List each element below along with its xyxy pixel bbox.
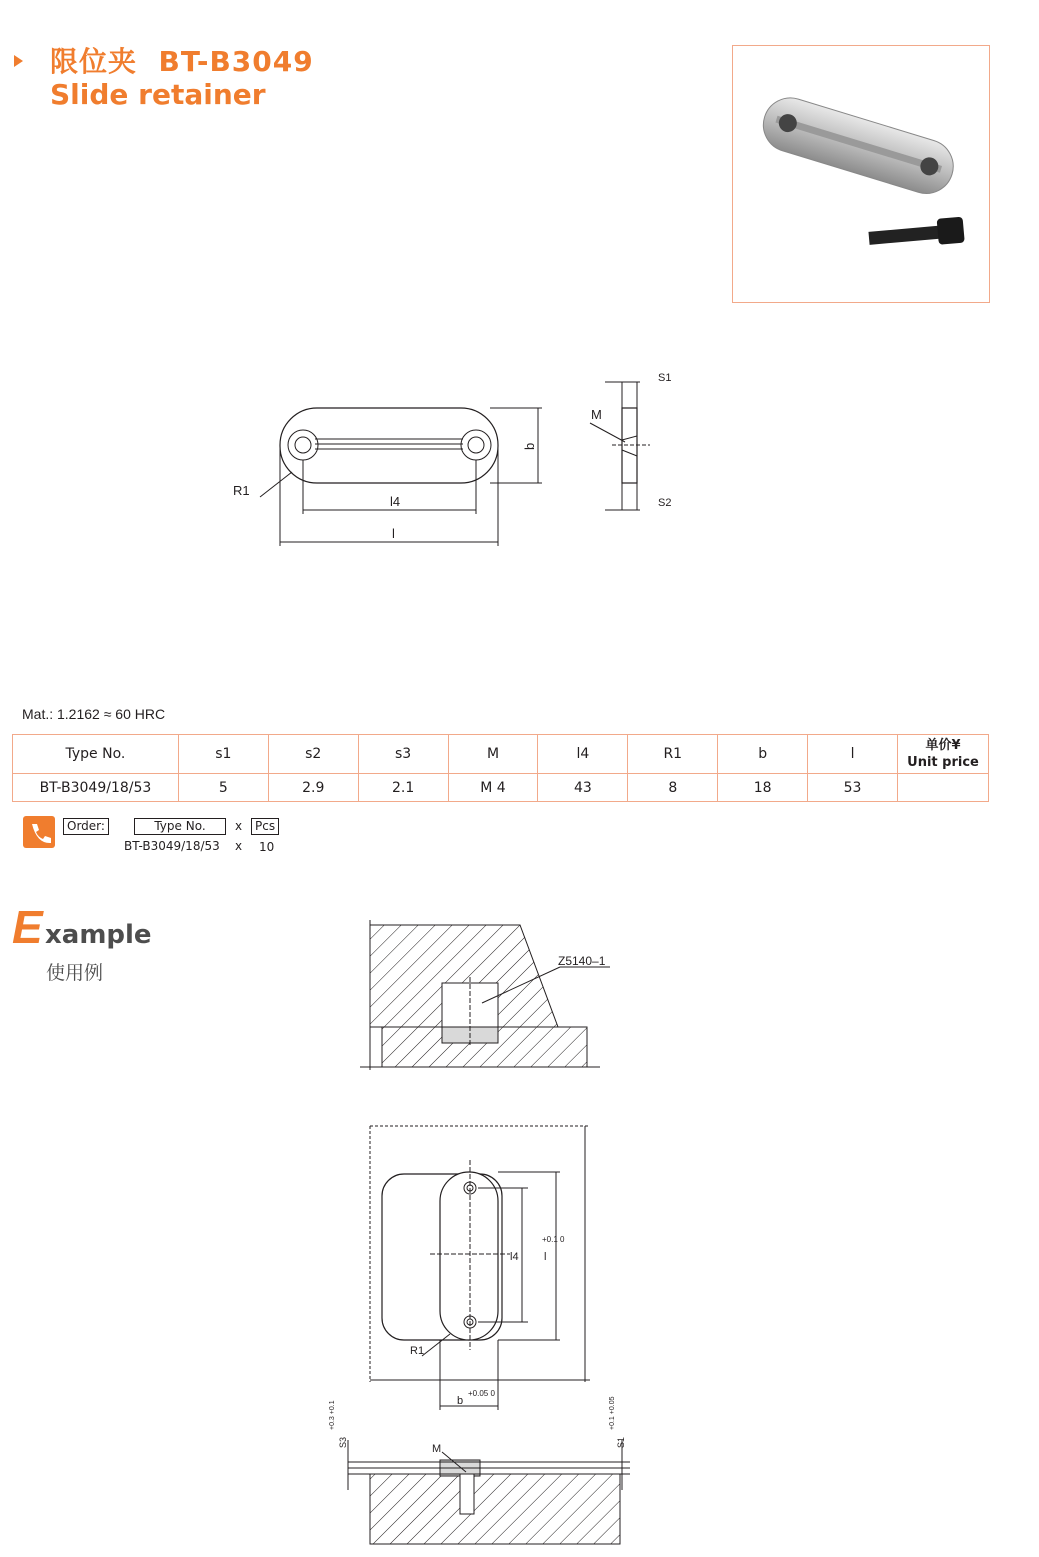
order-x: x — [235, 819, 243, 833]
ex-label-b: b — [457, 1395, 464, 1407]
label-l: l — [392, 526, 395, 541]
title-arrow-icon — [14, 55, 23, 67]
header-type: Type No. — [13, 735, 179, 774]
price-header-en: Unit price — [907, 755, 979, 770]
ex-label-s3: S3 — [338, 1436, 348, 1448]
ex-label-R1: R1 — [410, 1345, 425, 1357]
title-cn: 限位夹 — [50, 45, 138, 78]
cell-type: BT-B3049/18/53 — [13, 774, 179, 802]
header-b: b — [718, 735, 808, 774]
example-initial: E — [12, 901, 43, 953]
retainer-in-slot — [440, 1172, 498, 1340]
model-number: BT-B3049 — [158, 45, 314, 78]
cell-l: 53 — [808, 774, 898, 802]
phone-order-icon — [23, 816, 55, 848]
product-photo — [733, 46, 989, 302]
order-label: Order: — [63, 818, 109, 835]
product-photo-frame — [732, 45, 990, 303]
example-title-cn: 使用例 — [46, 962, 104, 984]
order-example-type: BT-B3049/18/53 — [124, 839, 220, 853]
price-header-cn: 单价¥ — [925, 738, 961, 753]
order-example-qty: 10 — [259, 840, 275, 854]
header-R1: R1 — [628, 735, 718, 774]
example-top-view — [360, 1120, 600, 1420]
example-side-section — [329, 1396, 630, 1550]
hole-left — [288, 430, 318, 460]
example-title: xample — [45, 920, 152, 950]
retainer-top-view — [280, 408, 498, 483]
order-type-label: Type No. — [134, 818, 226, 835]
material-spec: Mat.: 1.2162 ≈ 60 HRC — [22, 706, 166, 722]
order-example-x: x — [235, 839, 243, 853]
label-l4: l4 — [390, 494, 401, 509]
ex-label-M: M — [432, 1443, 442, 1455]
label-b: b — [522, 442, 537, 450]
label-part-ref: Z5140–1 — [558, 954, 606, 968]
ex-tol-s1: +0.1 +0.05 — [609, 1396, 616, 1430]
cell-l4: 43 — [538, 774, 628, 802]
ex-tol-b: +0.05 0 — [468, 1389, 495, 1398]
cell-b: 18 — [718, 774, 808, 802]
header-s3: s3 — [358, 735, 448, 774]
label-s2: S2 — [658, 497, 672, 509]
product-subtitle: Slide retainer — [50, 78, 266, 111]
order-pcs-label: Pcs — [251, 818, 279, 835]
technical-drawing — [220, 360, 700, 560]
table-header-row — [13, 735, 989, 774]
spec-table — [12, 734, 989, 802]
label-R1: R1 — [233, 483, 250, 498]
cell-s3: 2.1 — [358, 774, 448, 802]
ex-tol-l: +0.1 0 — [542, 1235, 565, 1244]
cell-R1: 8 — [628, 774, 718, 802]
label-s1: S1 — [658, 372, 672, 384]
label-M: M — [591, 407, 602, 422]
header-s2: s2 — [268, 735, 358, 774]
header-M: M — [448, 735, 538, 774]
cell-s1: 5 — [178, 774, 268, 802]
header-l4: l4 — [538, 735, 628, 774]
table-row — [13, 774, 989, 802]
product-title — [50, 40, 314, 80]
header-l: l — [808, 735, 898, 774]
cell-s2: 2.9 — [268, 774, 358, 802]
ex-label-l: l — [544, 1251, 547, 1263]
ex-tol-s3: +0.3 +0.1 — [329, 1400, 336, 1430]
header-s1: s1 — [178, 735, 268, 774]
header-price — [898, 735, 989, 774]
ex-label-l4: l4 — [510, 1251, 519, 1263]
example-section-view — [360, 915, 610, 1075]
cell-M: M 4 — [448, 774, 538, 802]
ex-label-s1: S1 — [616, 1436, 626, 1448]
cell-price — [898, 774, 989, 802]
hole-right — [461, 430, 491, 460]
